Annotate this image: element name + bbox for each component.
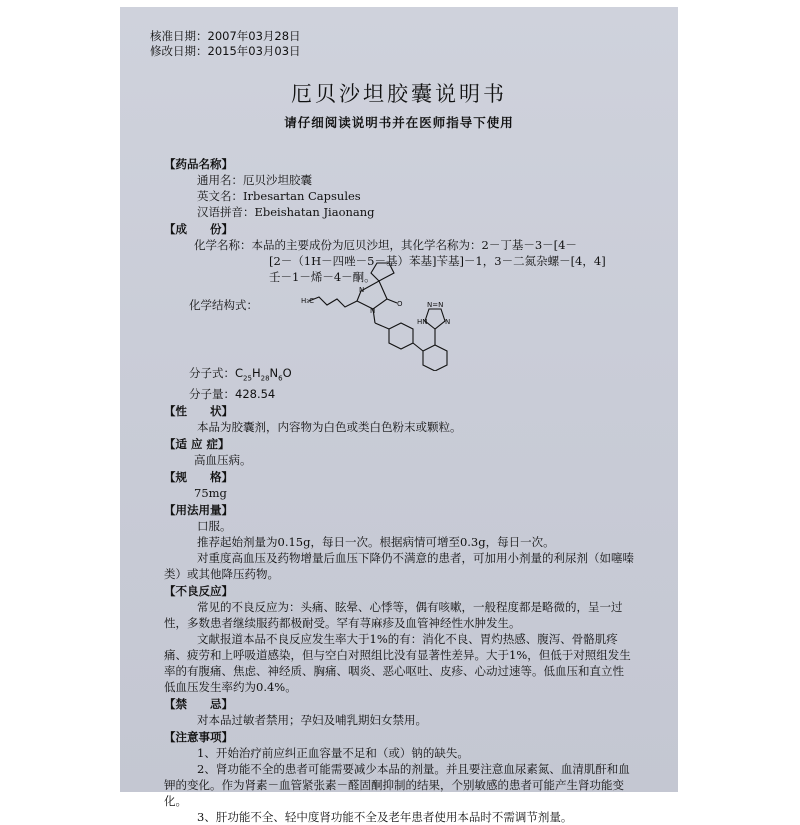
precaution-item-2: 2、肾功能不全的患者可能需要减少本品的剂量。并且要注意血尿素氮、血清肌酐和血钾的变化。作为肾素－血管紧张素－醛固酮抑制的结果，个别敏感的患者可能产生肾功能变化。 bbox=[164, 762, 630, 809]
formula-h: H bbox=[251, 366, 261, 380]
chemical-name-line-1: 化学名称：本品的主要成份为厄贝沙坦，其化学名称为：2－丁基－3－[4－ bbox=[194, 238, 577, 252]
adverse-paragraph-1: 常见的不良反应为：头痛、眩晕、心悸等，偶有咳嗽，一般程度都是略微的，呈一过性，多数患者继续服药都极耐受。罕有荨麻疹及血管神经性水肿发生。 bbox=[164, 600, 623, 631]
revision-date-value: 2015年03月03日 bbox=[207, 43, 301, 58]
section-heading-contraindications: 【禁 忌】 bbox=[164, 697, 233, 712]
precaution-item-3: 3、肝功能不全、轻中度肾功能不全及老年患者使用本品时不需调节剂量。 bbox=[197, 810, 573, 825]
weight-value: 428.54 bbox=[235, 387, 276, 402]
svg-text:N: N bbox=[370, 307, 376, 315]
document-subtitle: 请仔细阅读说明书并在医师指导下使用 bbox=[284, 115, 514, 130]
section-heading-specification: 【规 格】 bbox=[164, 470, 233, 485]
svg-text:HN: HN bbox=[417, 318, 428, 326]
svg-text:O: O bbox=[397, 300, 403, 308]
document-title: 厄贝沙坦胶囊说明书 bbox=[291, 82, 507, 106]
chemical-name-line-2: [2－（1H－四唑－5－基）苯基]苄基]－1，3－二氮杂螺－[4，4] bbox=[269, 254, 606, 268]
revision-date-label: 修改日期： bbox=[150, 43, 208, 58]
svg-text:H₃C: H₃C bbox=[301, 297, 314, 305]
svg-text:N: N bbox=[359, 286, 365, 294]
description-text: 本品为胶囊剂，内容物为白色或类白色粉末或颗粒。 bbox=[197, 420, 462, 435]
revision-date bbox=[150, 44, 301, 59]
formula-n: N bbox=[269, 366, 279, 380]
svg-text:N: N bbox=[445, 318, 451, 326]
package-insert-document bbox=[120, 7, 678, 825]
pinyin-name: 汉语拼音：Ebeishatan Jiaonang bbox=[197, 205, 375, 219]
section-heading-composition: 【成 份】 bbox=[164, 222, 233, 236]
formula-c-count: 25 bbox=[243, 374, 252, 383]
structure-label: 化学结构式： bbox=[189, 298, 258, 312]
formula-o: O bbox=[282, 366, 292, 380]
dosage-paragraph-3: 对重度高血压及药物增量后血压下降仍不满意的患者，可加用小剂量的利尿剂（如噻嗪类）或其他降压药物。 bbox=[164, 551, 634, 582]
svg-text:N=N: N=N bbox=[427, 301, 444, 309]
chemical-structure-icon bbox=[299, 261, 469, 371]
precaution-item-1: 1、开始治疗前应纠正血容量不足和（或）钠的缺失。 bbox=[197, 746, 469, 761]
chemical-name-line-3: 壬－1－烯－4－酮。 bbox=[269, 270, 376, 284]
structure-row bbox=[164, 285, 634, 365]
date-block bbox=[150, 29, 301, 58]
section-heading-adverse-reactions: 【不良反应】 bbox=[164, 584, 233, 599]
weight-label: 分子量： bbox=[189, 387, 235, 402]
section-heading-indications: 【适 应 症】 bbox=[164, 437, 230, 452]
dosage-paragraph-1: 口服。 bbox=[197, 519, 232, 534]
molecular-weight bbox=[164, 386, 634, 402]
adverse-paragraph-2: 文献报道本品不良反应发生率大于1%的有：消化不良、胃灼热感、腹泻、骨骼肌疼痛、疲劳和上呼吸道感染，但与空白对照组比没有显著性差异。大于1%，但低于对照组发生率的有腹痛、焦虑、神经质、胸痛、咽炎、恶心呕吐、皮疹、心动过速等。低血压和直立性低血压发生率约为0.4%。 bbox=[164, 632, 631, 695]
english-name: 英文名：Irbesartan Capsules bbox=[197, 189, 361, 203]
approval-date-value: 2007年03月28日 bbox=[207, 29, 301, 43]
section-heading-name: 【药品名称】 bbox=[164, 157, 233, 171]
approval-date-label: 核准日期： bbox=[150, 29, 208, 43]
approval-date bbox=[150, 29, 301, 44]
generic-name: 通用名：厄贝沙坦胶囊 bbox=[197, 173, 312, 187]
formula-h-count: 28 bbox=[260, 374, 270, 383]
document-body bbox=[164, 155, 634, 825]
section-heading-precautions: 【注意事项】 bbox=[164, 730, 233, 745]
specification-text: 75mg bbox=[194, 486, 227, 501]
formula-label: 分子式： bbox=[189, 366, 235, 380]
section-heading-dosage: 【用法用量】 bbox=[164, 503, 233, 518]
formula-n-count: 6 bbox=[278, 374, 283, 383]
indications-text: 高血压病。 bbox=[194, 453, 252, 468]
section-heading-description: 【性 状】 bbox=[164, 404, 233, 419]
formula-c: C bbox=[235, 366, 244, 380]
dosage-paragraph-2: 推荐起始剂量为0.15g，每日一次。根据病情可增至0.3g，每日一次。 bbox=[197, 535, 555, 550]
contraindications-text: 对本品过敏者禁用；孕妇及哺乳期妇女禁用。 bbox=[197, 713, 427, 728]
